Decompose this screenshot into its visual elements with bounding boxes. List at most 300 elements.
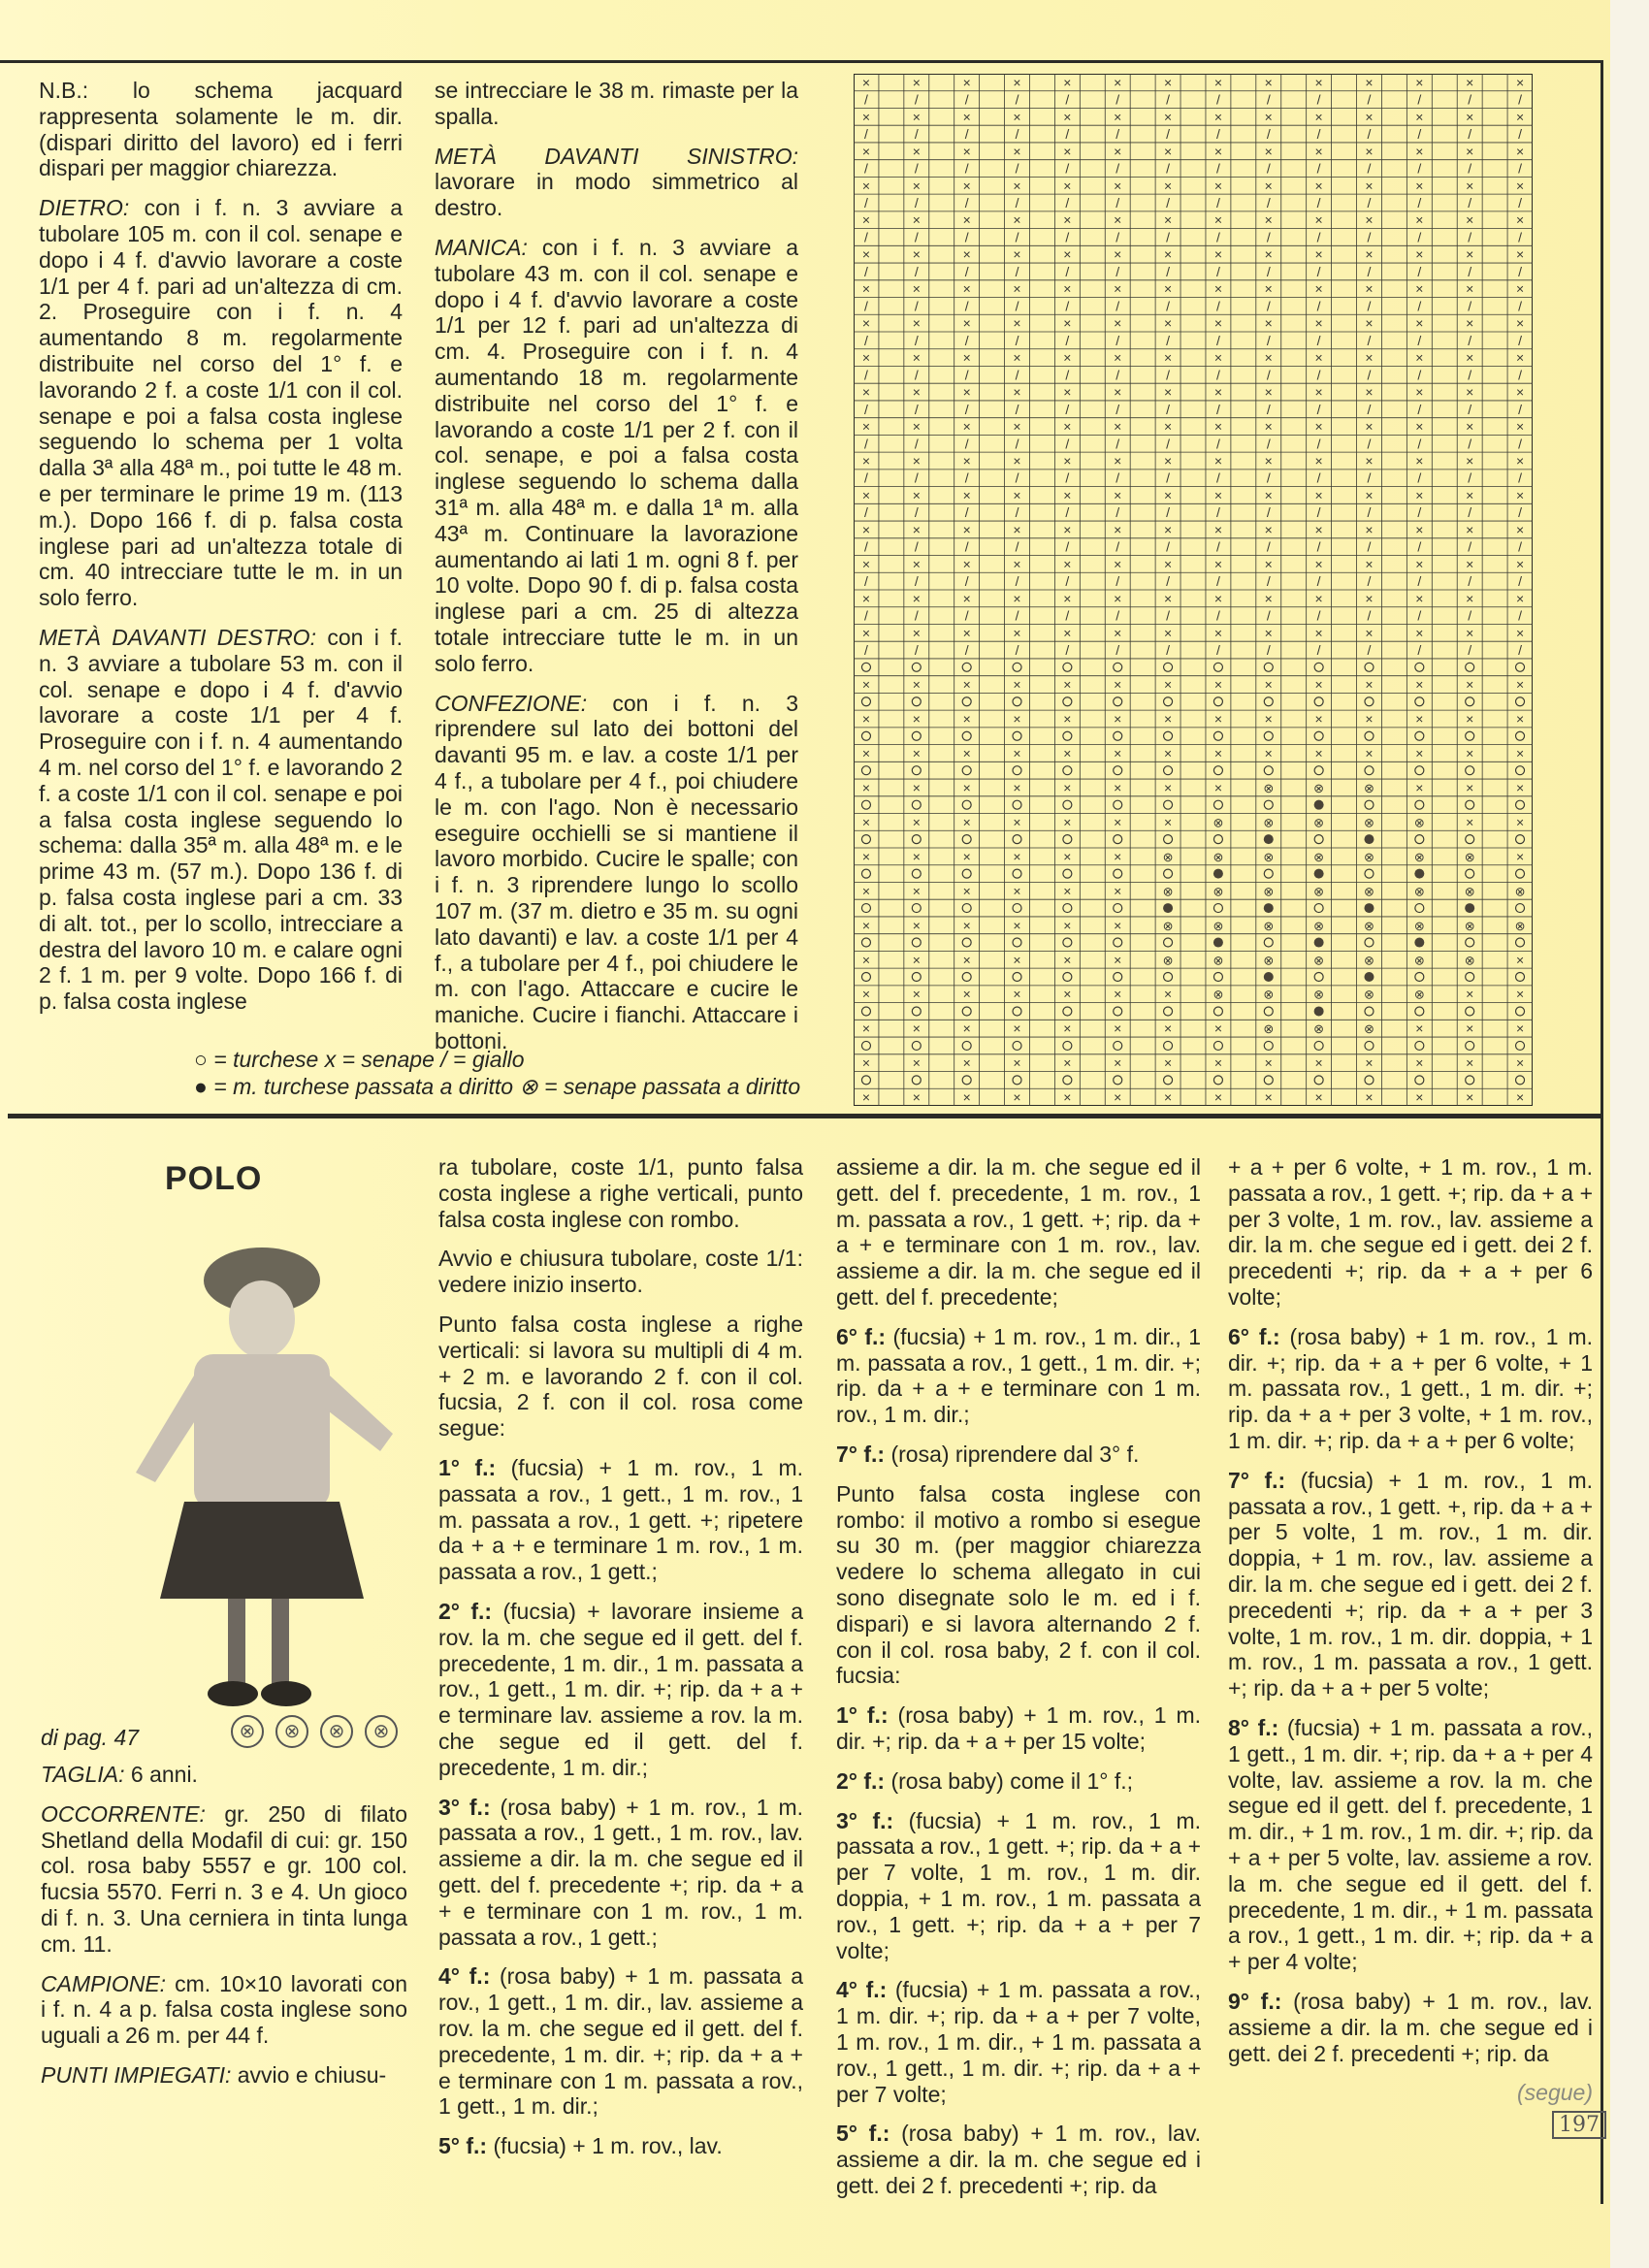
stitch-senape: × [1264,487,1273,503]
stitch-senape: × [1114,453,1122,469]
stitch-turchese-passata [1314,938,1324,948]
stitch-giallo: / [1015,401,1019,417]
stitch-turchese [1516,731,1525,740]
stitch-senape: × [1213,1089,1223,1106]
stitch-giallo: / [1316,470,1321,486]
stitch-turchese [1466,697,1474,706]
stitch-giallo: / [1468,91,1472,108]
stitch-giallo: / [1166,263,1171,279]
stitch-turchese [1516,938,1525,947]
stitch-giallo: / [864,229,868,245]
stitch-turchese [1365,800,1374,809]
stitch-senape: × [1314,143,1323,159]
stitch-giallo: / [864,298,868,314]
stitch-senape: × [1013,453,1021,469]
stitch-giallo: / [1468,470,1472,486]
stitch-turchese [1516,663,1525,671]
stitch-giallo: / [1215,160,1220,177]
stitch-turchese [1415,973,1424,982]
stitch-senape: × [1365,487,1374,503]
stitch-senape: × [1163,315,1173,332]
stitch-giallo: / [1316,573,1321,590]
stitch-senape: × [1114,1054,1122,1071]
stitch-senape: × [1013,487,1021,503]
stitch-turchese [1264,663,1273,671]
stitch-senape: × [1264,178,1273,194]
stitch-senape: × [1063,315,1072,332]
stitch-turchese [861,766,870,775]
paragraph [836,1702,1201,1755]
stitch-senape: × [1013,109,1021,125]
stitch-senape: × [1213,676,1223,693]
stitch-turchese [861,938,870,947]
stitch-senape: × [1515,178,1525,194]
stitch-senape: × [1114,711,1122,727]
paragraph-text: (rosa baby) + 1 m. passata a rov., 1 gett., 1 m. dir., lav. assieme a rov. la m. che segue ed il gett. del f. precedente, 1 m. dir. +; rip. da + a + e terminare con 1 m. passata a rov., 1 gett., 1 m. dir.; [438,1963,803,2120]
stitch-giallo: / [1015,332,1019,348]
stitch-giallo: / [1266,332,1271,348]
paragraph [836,2121,1201,2198]
stitch-senape: × [861,178,871,194]
stitch-giallo: / [914,538,919,555]
stitch-senape: × [1063,178,1072,194]
stitch-turchese-passata [1364,834,1374,844]
stitch-senape-passata: ⊗ [1162,953,1174,968]
stitch-senape: × [1466,453,1474,469]
stitch-giallo: / [1316,642,1321,659]
stitch-senape: × [1213,280,1223,297]
stitch-giallo: / [1015,573,1019,590]
stitch-senape: × [1466,745,1474,761]
stitch-senape: × [962,986,971,1002]
paragraph-label: 7° f.: [836,1441,886,1467]
paragraph [39,195,403,611]
stitch-senape: × [912,315,921,332]
stitch-senape: × [1114,883,1122,899]
stitch-senape: × [1515,246,1525,263]
stitch-senape: × [1264,418,1273,435]
stitch-giallo: / [914,126,919,143]
paragraph-text: (fucsia) + 1 m. rov., 1 m. passata a rov., 1 gett., 1 m. rov., 1 m. passata a rov., 1 gett. +; ripetere da + a + e terminare 1 m. rov., 1 m. passata a rov., 1 gett.; [438,1454,803,1585]
stitch-giallo: / [1417,195,1422,211]
stitch-senape: × [1365,625,1374,641]
stitch-turchese [1365,1007,1374,1016]
stitch-senape: × [912,883,921,899]
stitch-turchese [1264,938,1273,947]
stitch-senape: × [1466,1054,1474,1071]
stitch-senape: × [1314,1089,1323,1106]
stitch-senape: × [1515,384,1525,401]
stitch-turchese [861,800,870,809]
stitch-turchese [1516,1007,1525,1016]
stitch-giallo: / [1316,229,1321,245]
stitch-turchese [1365,697,1374,706]
stitch-turchese [1164,800,1173,809]
paragraph-text: lavorare in modo simmetrico al destro. [435,169,798,221]
stitch-giallo: / [1266,436,1271,452]
stitch-senape: × [1365,418,1374,435]
stitch-senape: × [912,211,921,228]
stitch-senape: × [912,280,921,297]
stitch-senape-passata: ⊗ [1364,953,1374,968]
stitch-giallo: / [1417,91,1422,108]
stitch-senape: × [1114,745,1122,761]
stitch-giallo: / [1316,91,1321,108]
stitch-senape: × [962,418,971,435]
stitch-giallo: / [1215,126,1220,143]
stitch-senape: × [1013,384,1021,401]
child-model-photo [126,1230,398,1715]
stitch-turchese [1114,1041,1122,1050]
stitch-senape: × [1515,1089,1525,1106]
stitch-turchese [1063,1041,1072,1050]
stitch-senape: × [1314,211,1323,228]
stitch-senape: × [1466,246,1474,263]
stitch-giallo: / [1065,298,1070,314]
stitch-turchese [1013,973,1021,982]
stitch-giallo: / [1015,538,1019,555]
stitch-giallo: / [1065,91,1070,108]
stitch-senape: × [1063,143,1072,159]
paragraph [435,691,798,1054]
stitch-giallo: / [1367,401,1372,417]
yarn-ball-icon: ⊗ [320,1715,353,1748]
paragraph [438,1312,803,1442]
stitch-senape: × [1515,453,1525,469]
stitch-turchese-passata [1414,869,1424,879]
paragraph [435,235,798,677]
stitch-turchese [1164,869,1173,878]
stitch-giallo: / [1367,91,1372,108]
stitch-giallo: / [964,607,969,624]
stitch-senape-passata: ⊗ [1413,849,1425,864]
paragraph-text: (rosa baby) + 1 m. rov., lav. assieme a dir. la m. che segue ed i gett. dei 2 f. precedenti +; rip. da [836,2121,1202,2198]
stitch-giallo: / [1065,401,1070,417]
stitch-senape: × [1466,779,1474,795]
paragraph-label: 6° f.: [1228,1323,1280,1349]
stitch-turchese [1415,766,1424,775]
stitch-turchese [1013,800,1021,809]
stitch-giallo: / [1316,195,1321,211]
stitch-giallo: / [1065,504,1070,521]
paragraph [41,1801,407,1958]
stitch-senape: × [1415,745,1424,761]
stitch-turchese [861,904,870,913]
stitch-turchese [1013,697,1021,706]
stitch-turchese [1213,1076,1222,1085]
paragraph-label: 5° f.: [438,2133,488,2159]
polo-column-1 [41,1762,407,2102]
paragraph [438,1963,803,2120]
stitch-giallo: / [1266,195,1271,211]
stitch-senape: × [1063,745,1072,761]
stitch-giallo: / [864,126,868,143]
stitch-turchese [861,1076,870,1085]
stitch-turchese [1466,1076,1474,1085]
stitch-turchese [1365,766,1374,775]
stitch-turchese [1114,731,1122,740]
stitch-senape-passata: ⊗ [1364,849,1374,864]
stitch-senape: × [962,178,971,194]
stitch-turchese [1415,697,1424,706]
stitch-senape: × [1213,590,1223,606]
stitch-senape: × [1063,74,1072,90]
stitch-senape: × [861,917,871,933]
stitch-senape: × [861,676,871,693]
stitch-senape: × [1063,1021,1072,1037]
stitch-senape: × [1264,109,1273,125]
stitch-senape: × [1415,315,1424,332]
stitch-giallo: / [1468,229,1472,245]
stitch-turchese [1114,938,1122,947]
stitch-giallo: / [1215,504,1220,521]
stitch-senape: × [1365,711,1374,727]
stitch-senape: × [1063,384,1072,401]
paragraph-text: con i f. n. 3 avviare a tubolare 105 m. con il col. senape e dopo i 4 f. d'avvio lavorare a coste 1/1 per 4 f. pari ad un'altezza di cm. 2. Proseguire con i f. n. 4 aumentando 8 m. regolarmente distribuite nel corso del 1° f. e lavorando 2 f. a coste 1/1 con il col. senape e poi a falsa costa inglese seguendo lo schema per 1 volta dalla 3ª alla 48ª m., poi tutte le 48 m. e per terminare le prime 19 m. (113 m.). Dopo 166 f. di p. falsa costa inglese pari ad un'altezza totale di cm. 40 intrecciare tutte le m. in un solo ferro. [39,195,403,611]
stitch-senape: × [1013,711,1021,727]
stitch-senape-passata: ⊗ [1212,849,1224,864]
stitch-turchese [1466,766,1474,775]
stitch-giallo: / [1116,401,1120,417]
stitch-senape: × [861,814,871,830]
stitch-giallo: / [1116,538,1120,555]
continued-note: (segue) [1517,2080,1593,2106]
stitch-giallo: / [964,367,969,383]
stitch-giallo: / [1367,298,1372,314]
stitch-senape: × [1163,625,1173,641]
stitch-giallo: / [1015,436,1019,452]
stitch-giallo: / [1316,607,1321,624]
paragraph-label: PUNTI IMPIEGATI: [41,2061,232,2088]
stitch-senape: × [1314,1054,1323,1071]
stitch-senape: × [1264,676,1273,693]
stitch-turchese [1213,800,1222,809]
stitch-senape: × [1466,280,1474,297]
stitch-senape: × [962,74,971,90]
stitch-giallo: / [1065,607,1070,624]
stitch-giallo: / [1215,401,1220,417]
stitch-giallo: / [1266,538,1271,555]
paragraph [1228,1715,1593,1975]
yarn-ball-icon: ⊗ [231,1715,264,1748]
stitch-turchese [1516,800,1525,809]
stitch-turchese [1213,663,1222,671]
stitch-turchese [1063,835,1072,844]
stitch-senape: × [1114,211,1122,228]
stitch-senape-passata: ⊗ [1212,953,1224,968]
stitch-senape: × [1314,745,1323,761]
stitch-senape: × [1114,1021,1122,1037]
stitch-giallo: / [1266,401,1271,417]
stitch-giallo: / [1215,91,1220,108]
stitch-senape: × [1114,1089,1122,1106]
stitch-turchese [1466,1041,1474,1050]
stitch-giallo: / [1166,298,1171,314]
stitch-senape: × [1365,453,1374,469]
stitch-turchese [912,697,921,706]
stitch-senape: × [1114,556,1122,572]
stitch-senape: × [861,521,871,537]
stitch-giallo: / [1015,263,1019,279]
stitch-senape: × [962,1054,971,1071]
stitch-giallo: / [1215,332,1220,348]
paragraph-text: assieme a dir. la m. che segue ed il gett. del f. precedente, 1 m. rov., 1 m. passata a rov., 1 gett. +; rip. da + a + e terminare con 1 m. rov., lav. assieme a dir. la m. che segue ed il gett. del f. precedente; [836,1154,1201,1310]
paragraph [1228,1154,1593,1311]
stitch-senape: × [912,178,921,194]
stitch-turchese-passata [1264,972,1274,982]
stitch-senape: × [861,745,871,761]
stitch-giallo: / [914,504,919,521]
stitch-senape: × [1314,315,1323,332]
stitch-senape-passata: ⊗ [1313,918,1325,933]
stitch-giallo: / [1266,504,1271,521]
paragraph-label: 1° f.: [836,1702,889,1729]
stitch-giallo: / [1166,401,1171,417]
paragraph-label: METÀ DAVANTI SINISTRO: [435,143,798,169]
paragraph [1228,1468,1593,1701]
stitch-turchese [1114,835,1122,844]
stitch-senape: × [1013,1089,1021,1106]
stitch-senape: × [1264,556,1273,572]
paragraph-text: (fucsia) + lavorare insieme a rov. la m. che segue ed il gett. del f. precedente, 1 m. dir., 1 m. passata a rov., 1 gett., 1 m. dir. +; rip. da + a + e terminare lav. assieme a rov. la m. che segue ed il gett. del f. precedente, 1 m. dir.; [438,1598,803,1780]
stitch-giallo: / [964,538,969,555]
stitch-senape: × [1515,814,1525,830]
stitch-giallo: / [1518,229,1522,245]
stitch-senape: × [1013,883,1021,899]
stitch-turchese [1314,1041,1323,1050]
stitch-senape: × [1013,917,1021,933]
stitch-giallo: / [1367,160,1372,177]
stitch-senape-passata: ⊗ [1413,987,1425,1002]
stitch-senape: × [1365,280,1374,297]
stitch-giallo: / [914,160,919,177]
stitch-senape: × [1466,74,1474,90]
stitch-senape: × [1063,986,1072,1002]
stitch-giallo: / [1417,642,1422,659]
stitch-turchese [1063,869,1072,878]
stitch-turchese [1013,1007,1021,1016]
stitch-senape: × [912,1054,921,1071]
paragraph-label: 1° f.: [438,1454,497,1480]
stitch-giallo: / [1166,573,1171,590]
stitch-giallo: / [1367,126,1372,143]
stitch-giallo: / [1215,263,1220,279]
stitch-senape: × [1264,211,1273,228]
stitch-senape: × [1063,625,1072,641]
stitch-giallo: / [1518,195,1522,211]
stitch-senape: × [1415,676,1424,693]
stitch-senape: × [1466,211,1474,228]
stitch-giallo: / [1316,332,1321,348]
stitch-giallo: / [1215,195,1220,211]
stitch-giallo: / [1166,195,1171,211]
paragraph [435,78,798,130]
stitch-turchese [962,904,971,913]
paragraph-text: (fucsia) + 1 m. rov., 1 m. passata a rov., 1 gett. +, rip. da + a + per 5 volte, 1 m. rov., 1 m. dir. doppia, + 1 m. rov., lav. assieme a dir. la m. che segue ed i gett. dei 2 f. precedenti +; rip. da + a + per 3 volte, 1 m. rov., 1 m. dir. doppia, + 1 m. rov., 1 m. passata a rov., 1 gett. +; rip. da + a + per 5 volte; [1228,1467,1593,1701]
paragraph-label: 2° f.: [438,1598,493,1624]
stitch-senape: × [1013,246,1021,263]
stitch-giallo: / [1266,91,1271,108]
stitch-senape: × [912,521,921,537]
stitch-senape: × [1515,1021,1525,1037]
stitch-turchese [962,1041,971,1050]
stitch-giallo: / [1518,298,1522,314]
stitch-senape-passata: ⊗ [1514,884,1526,899]
stitch-giallo: / [1367,229,1372,245]
stitch-senape: × [962,676,971,693]
stitch-giallo: / [1367,573,1372,590]
paragraph-text: N.B.: lo schema jacquard rappresenta solamente le m. dir. (dispari diritto del lavoro) ed i ferri dispari per maggior chiarezza. [39,78,403,181]
stitch-senape: × [1515,556,1525,572]
stitch-senape: × [1063,848,1072,864]
stitch-turchese [1164,697,1173,706]
stitch-turchese-passata [1414,938,1424,948]
difficulty-rating [231,1715,398,1748]
stitch-turchese [1314,835,1323,844]
stitch-senape-passata: ⊗ [1413,953,1425,968]
stitch-senape: × [1013,315,1021,332]
stitch-senape: × [1264,143,1273,159]
stitch-turchese [1063,731,1072,740]
stitch-turchese [1516,1041,1525,1050]
legend-line-1: ○ = turchese x = senape / = giallo [194,1047,525,1072]
stitch-turchese-passata [1264,834,1274,844]
stitch-giallo: / [964,436,969,452]
stitch-senape: × [861,280,871,297]
stitch-turchese [1063,1007,1072,1016]
paragraph-text: 6 anni. [124,1762,198,1787]
stitch-giallo: / [1367,436,1372,452]
stitch-senape: × [1466,814,1474,830]
stitch-turchese [1063,697,1072,706]
stitch-giallo: / [1215,470,1220,486]
stitch-turchese [912,1076,921,1085]
stitch-senape: × [1515,590,1525,606]
stitch-senape: × [1415,521,1424,537]
stitch-senape: × [1063,676,1072,693]
stitch-turchese [1063,1076,1072,1085]
stitch-senape: × [1466,556,1474,572]
stitch-turchese [1164,1007,1173,1016]
stitch-turchese [1264,1041,1273,1050]
stitch-turchese [1213,1041,1222,1050]
stitch-senape: × [1466,109,1474,125]
paragraph [1228,1324,1593,1454]
stitch-senape: × [1114,143,1122,159]
stitch-senape: × [1213,521,1223,537]
photo-reference: di pag. 47 [41,1725,140,1750]
stitch-turchese [912,766,921,775]
stitch-senape: × [1163,211,1173,228]
stitch-giallo: / [1468,332,1472,348]
stitch-senape: × [1114,384,1122,401]
stitch-senape: × [1213,143,1223,159]
stitch-turchese [912,800,921,809]
stitch-senape: × [1466,1089,1474,1106]
paragraph [836,1324,1201,1428]
stitch-giallo: / [964,504,969,521]
stitch-senape: × [1213,487,1223,503]
paragraph [836,1154,1201,1311]
paragraph-text: (rosa) riprendere dal 3° f. [885,1441,1140,1467]
stitch-giallo: / [1417,573,1422,590]
stitch-giallo: / [1417,298,1422,314]
stitch-giallo: / [864,263,868,279]
stitch-giallo: / [1518,126,1522,143]
stitch-turchese [1466,800,1474,809]
stitch-turchese [1114,766,1122,775]
stitch-senape: × [962,952,971,968]
